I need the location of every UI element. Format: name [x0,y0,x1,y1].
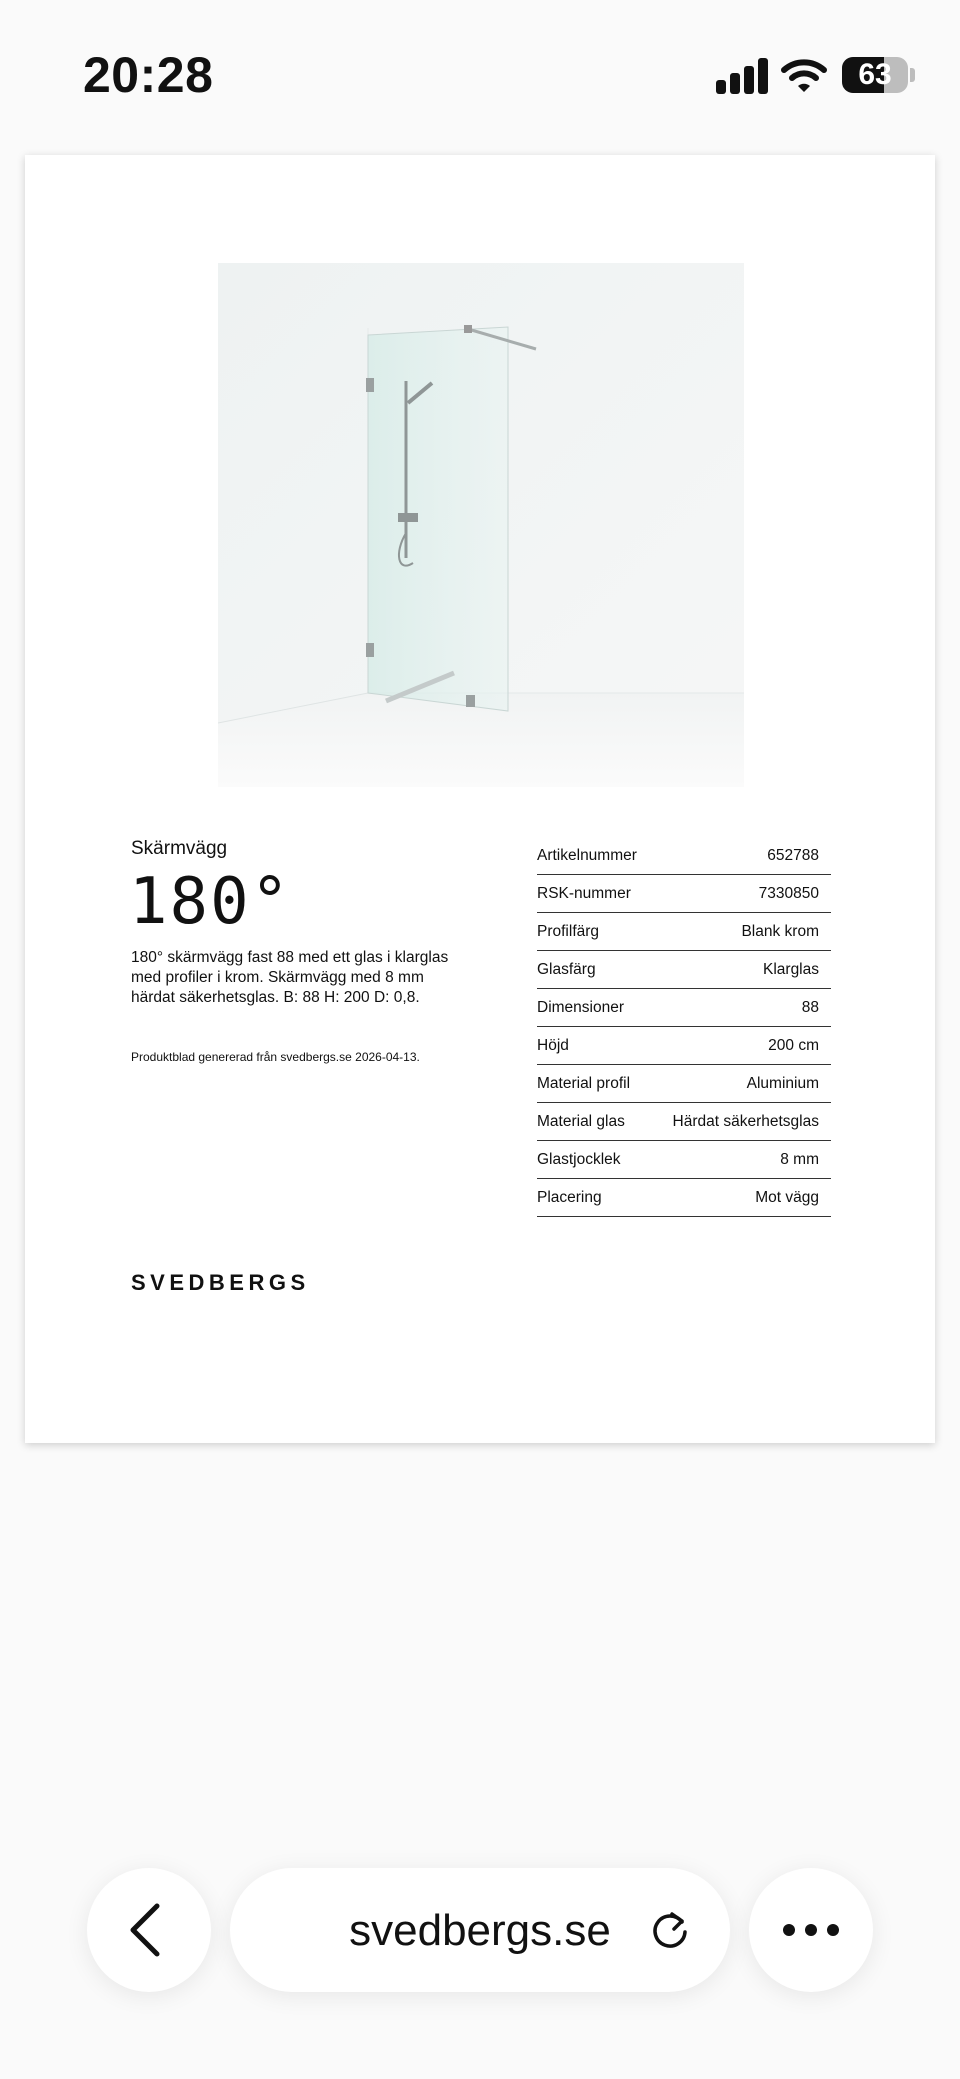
url-text: svedbergs.se [349,1906,611,1955]
spec-label: Material profil [537,1075,631,1092]
signal-icon [716,58,768,94]
spec-value: Blank krom [741,923,819,940]
battery-icon [842,57,908,93]
spec-label: Glastjocklek [537,1151,621,1168]
more-button[interactable] [749,1868,873,1992]
spec-value: 88 [801,999,819,1016]
status-time: 20:28 [83,47,214,103]
wifi-icon [780,56,828,94]
battery-percentage: 63 [858,58,892,91]
spec-value: 8 mm [780,1151,819,1168]
spec-row [537,1180,831,1217]
spec-label: Artikelnummer [537,847,637,864]
spec-label: Höjd [537,1037,569,1054]
spec-label: Glasfärg [537,961,596,978]
spec-row [537,1066,831,1103]
address-bar[interactable] [230,1868,730,1992]
spec-row [537,952,831,989]
spec-label: Material glas [537,1113,625,1130]
battery-tip [910,68,915,82]
spec-label: Placering [537,1189,602,1206]
spec-label: Dimensioner [537,999,625,1016]
spec-value: 7330850 [758,885,819,902]
spec-row [537,1104,831,1141]
product-description: 180° skärmvägg fast 88 med ett glas i klarglas med profiler i krom. Skärmvägg med 8 mm härdat säkerhetsglas. B: 88 H: 200 D: 0,8. [131,949,449,1006]
spec-value: Aluminium [746,1075,819,1092]
spec-row [537,914,831,951]
spec-row [537,876,831,913]
back-icon [87,1868,211,1992]
spec-table [537,838,831,1217]
spec-value: Härdat säkerhetsglas [672,1113,819,1130]
back-button[interactable] [87,1868,211,1992]
product-sheet [25,155,935,1443]
product-category: Skärmvägg [131,838,228,859]
spec-value: 200 cm [768,1037,819,1054]
spec-row [537,990,831,1027]
generated-note: Produktblad genererad från svedbergs.se 2026-04-13. [131,1050,420,1064]
spec-value: 652788 [767,847,819,864]
spec-row [537,1142,831,1179]
spec-value: Mot vägg [755,1189,819,1206]
reload-icon[interactable] [648,1908,692,1952]
spec-label: Profilfärg [537,923,600,940]
spec-row [537,1028,831,1065]
product-model: 180° [129,865,292,939]
status-bar [0,0,960,150]
brand-logo: SVEDBERGS [131,1270,310,1295]
spec-value: Klarglas [763,961,819,978]
spec-row [537,838,831,875]
more-icon [749,1868,873,1992]
spec-label: RSK-nummer [537,885,631,902]
product-image [218,263,744,787]
